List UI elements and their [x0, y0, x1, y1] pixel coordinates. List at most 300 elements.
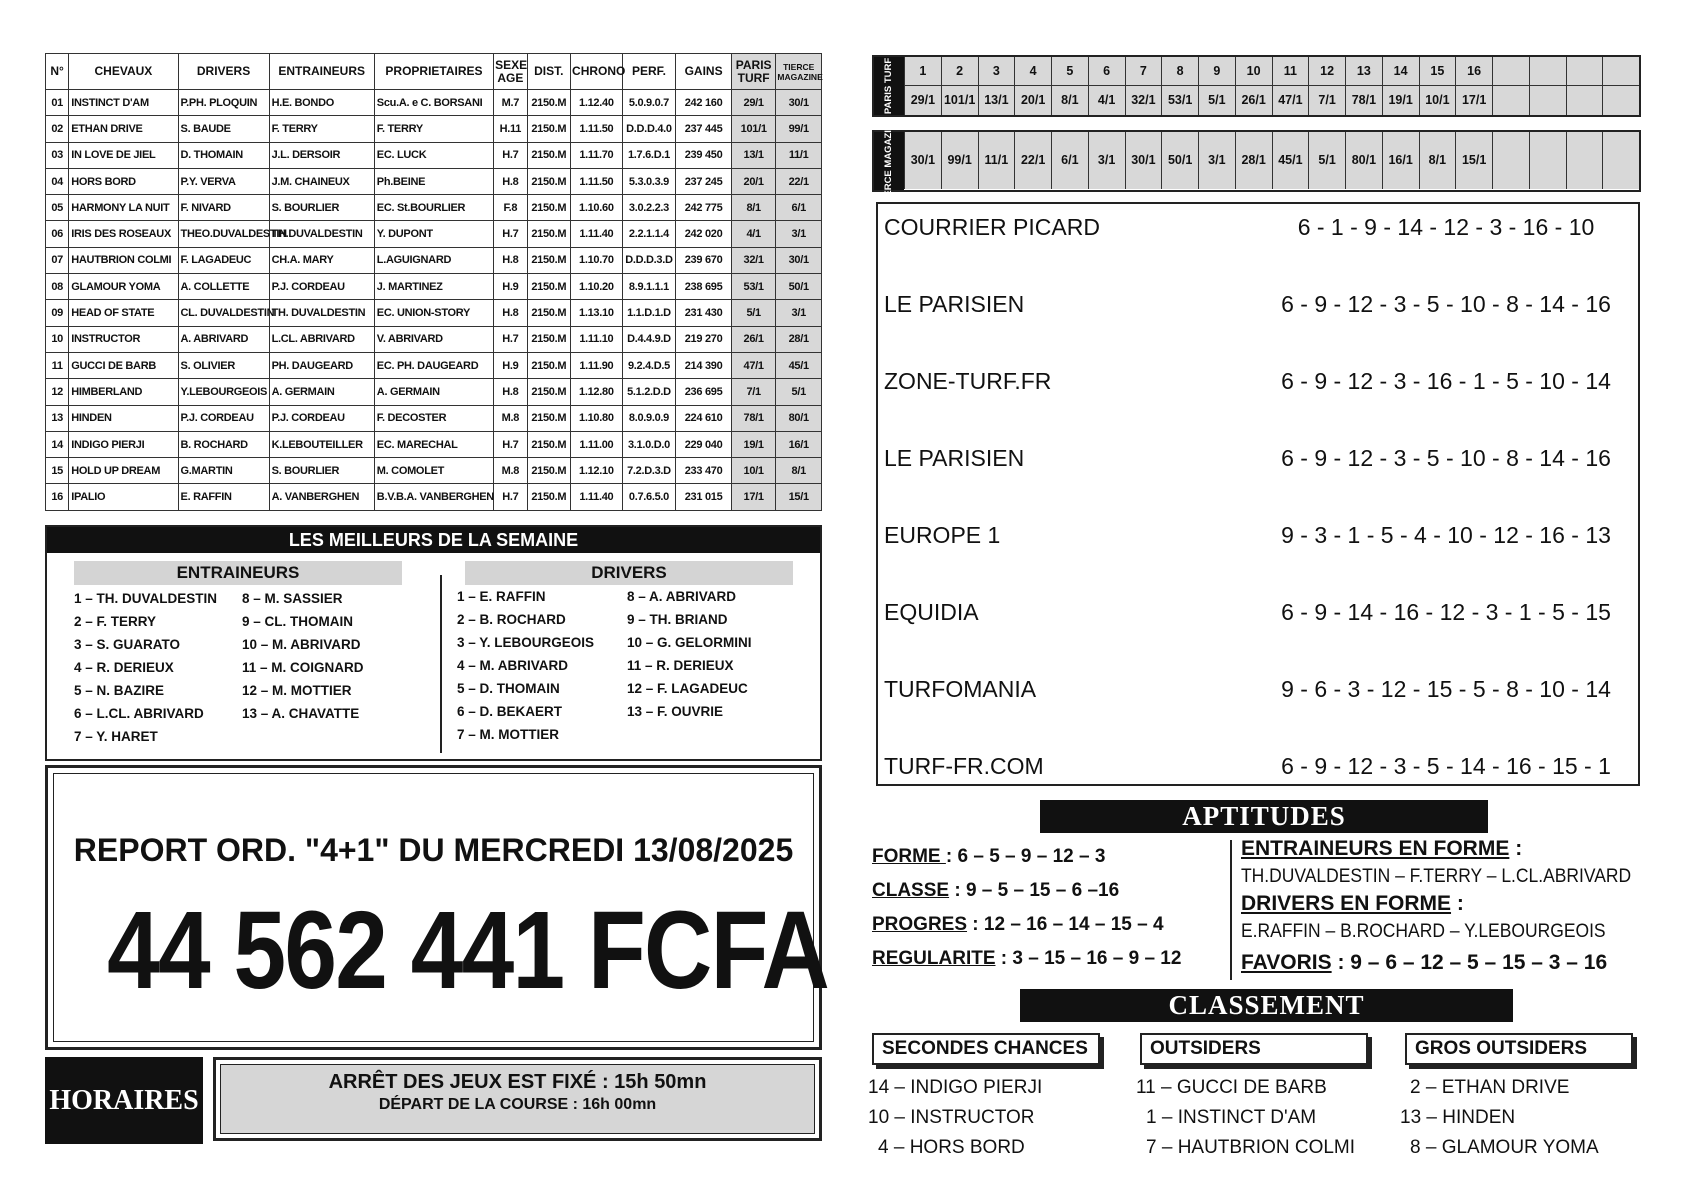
- table-cell: 3/1: [776, 221, 822, 247]
- table-cell: 04: [46, 168, 69, 194]
- favorites-line: FAVORIS : 9 – 6 – 12 – 5 – 15 – 3 – 16: [1241, 951, 1608, 974]
- table-cell: 214 390: [676, 352, 732, 378]
- table-cell: 16/1: [776, 431, 822, 457]
- table-cell: F. LAGADEUC: [178, 247, 269, 273]
- press-selection: 6 - 1 - 9 - 14 - 12 - 3 - 16 - 10: [1297, 214, 1595, 240]
- table-cell: 242 020: [676, 221, 732, 247]
- paris-turf-odds-grid: [872, 55, 1641, 117]
- odds-cell: 9: [1198, 57, 1235, 86]
- big-outsiders-heading: GROS OUTSIDERS: [1405, 1033, 1633, 1065]
- odds-cell: 26/1: [1235, 86, 1272, 115]
- trainers-form-value: TH.DUVALDESTIN – F.TERRY – L.CL.ABRIVARD: [1241, 866, 1632, 887]
- table-cell: 219 270: [676, 326, 732, 352]
- table-row: [46, 142, 822, 168]
- table-cell: A. ABRIVARD: [178, 326, 269, 352]
- odds-cell: 15/1: [1455, 132, 1492, 189]
- table-cell: 08: [46, 274, 69, 300]
- drivers-list-col2: [627, 585, 752, 723]
- odds-cell: [1529, 132, 1566, 189]
- table-cell: 2150.M: [527, 116, 571, 142]
- table-cell: H.8: [494, 379, 527, 405]
- table-cell: 19/1: [731, 431, 776, 457]
- outsiders-list: [1136, 1073, 1396, 1163]
- odds-cell: [1602, 132, 1639, 189]
- table-row: [46, 352, 822, 378]
- list-item: 12 – F. LAGADEUC: [627, 681, 748, 696]
- odds-cell: 11/1: [978, 132, 1015, 189]
- table-cell: 80/1: [776, 405, 822, 431]
- list-item: 2 – ETHAN DRIVE: [1410, 1077, 1570, 1098]
- table-cell: CH.A. MARY: [269, 247, 374, 273]
- table-cell: 2150.M: [527, 274, 571, 300]
- table-cell: H.8: [494, 247, 527, 273]
- press-source: COURRIER PICARD: [884, 214, 1100, 240]
- table-row: [46, 247, 822, 273]
- odds-cell: 30/1: [1125, 132, 1162, 189]
- progres-line: PROGRES : 12 – 16 – 14 – 15 – 4: [872, 914, 1164, 935]
- table-cell: 1.12.40: [571, 90, 623, 116]
- table-cell: 28/1: [776, 326, 822, 352]
- odds-cell: 12: [1308, 57, 1345, 86]
- table-cell: 12: [46, 379, 69, 405]
- table-cell: 45/1: [776, 352, 822, 378]
- list-item: 7 – HAUTBRION COLMI: [1146, 1137, 1356, 1158]
- big-outsiders-list: [1400, 1073, 1660, 1163]
- jackpot-report-box: [45, 765, 829, 1050]
- table-cell: 47/1: [731, 352, 776, 378]
- table-cell: 5.1.2.D.D: [622, 379, 676, 405]
- table-cell: 30/1: [776, 247, 822, 273]
- odds-cell: 78/1: [1345, 86, 1382, 115]
- table-cell: 10: [46, 326, 69, 352]
- table-cell: 1.1.D.1.D: [622, 300, 676, 326]
- paris-turf-grid: [904, 57, 1639, 115]
- table-cell: 2150.M: [527, 405, 571, 431]
- table-cell: 9.2.4.D.5: [622, 352, 676, 378]
- table-cell: S. BOURLIER: [269, 195, 374, 221]
- table-cell: M.8: [494, 405, 527, 431]
- paris-turf-side-label: PARIS TURF: [874, 57, 904, 115]
- table-cell: HINDEN: [69, 405, 178, 431]
- table-cell: EC. St.BOURLIER: [374, 195, 493, 221]
- table-cell: 229 040: [676, 431, 732, 457]
- list-item: 7 – Y. HARET: [74, 729, 158, 744]
- table-cell: TH. DUVALDESTIN: [269, 300, 374, 326]
- list-item: 1 – INSTINCT D'AM: [1146, 1107, 1317, 1128]
- table-cell: 1.10.70: [571, 247, 623, 273]
- odds-cell: 15: [1419, 57, 1456, 86]
- odds-cell: [1566, 132, 1603, 189]
- drivers-list-col1: [457, 585, 594, 746]
- table-cell: S. OLIVIER: [178, 352, 269, 378]
- press-source: EQUIDIA: [884, 599, 979, 625]
- table-cell: 2150.M: [527, 195, 571, 221]
- odds-cell: 20/1: [1014, 86, 1051, 115]
- table-cell: 29/1: [731, 90, 776, 116]
- column-header: PARIS TURF: [731, 54, 776, 90]
- table-cell: 1.11.90: [571, 352, 623, 378]
- table-cell: P.PH. PLOQUIN: [178, 90, 269, 116]
- table-cell: CL. DUVALDESTIN: [178, 300, 269, 326]
- table-cell: 8.0.9.0.9: [622, 405, 676, 431]
- list-item: 4 – R. DERIEUX: [74, 660, 174, 675]
- table-cell: EC. LUCK: [374, 142, 493, 168]
- table-cell: 237 445: [676, 116, 732, 142]
- report-title: REPORT ORD. "4+1" DU MERCREDI 13/08/2025: [73, 832, 794, 868]
- table-cell: EC. PH. DAUGEARD: [374, 352, 493, 378]
- odds-cell: 8/1: [1051, 86, 1088, 115]
- odds-cell: [1602, 86, 1639, 115]
- outsiders-heading: OUTSIDERS: [1140, 1033, 1368, 1065]
- runners-table: [45, 53, 822, 511]
- table-cell: F. TERRY: [374, 116, 493, 142]
- table-cell: B. ROCHARD: [178, 431, 269, 457]
- table-cell: 2150.M: [527, 326, 571, 352]
- table-cell: H.9: [494, 274, 527, 300]
- aptitudes-divider: [1230, 840, 1232, 980]
- second-chances-heading: SECONDES CHANCES: [872, 1033, 1100, 1065]
- table-cell: 2150.M: [527, 142, 571, 168]
- table-cell: 1.12.10: [571, 458, 623, 484]
- odds-cell: 17/1: [1455, 86, 1492, 115]
- table-cell: K.LEBOUTEILLER: [269, 431, 374, 457]
- table-cell: H.7: [494, 431, 527, 457]
- table-row: [46, 195, 822, 221]
- table-cell: A. VANBERGHEN: [269, 484, 374, 510]
- odds-cell: 10/1: [1419, 86, 1456, 115]
- table-cell: 239 670: [676, 247, 732, 273]
- table-cell: H.11: [494, 116, 527, 142]
- column-header: PROPRIETAIRES: [374, 54, 493, 90]
- table-cell: 8/1: [731, 195, 776, 221]
- list-item: 10 – M. ABRIVARD: [242, 637, 361, 652]
- table-cell: 15: [46, 458, 69, 484]
- table-cell: 1.11.70: [571, 142, 623, 168]
- press-selection: 6 - 9 - 14 - 16 - 12 - 3 - 1 - 5 - 15: [1281, 599, 1611, 625]
- press-row: [884, 207, 1628, 247]
- odds-cell: 5/1: [1198, 86, 1235, 115]
- table-cell: D.D.D.3.D: [622, 247, 676, 273]
- table-cell: IPALIO: [69, 484, 178, 510]
- table-cell: P.J. CORDEAU: [269, 405, 374, 431]
- list-item: 4 – M. ABRIVARD: [457, 658, 569, 673]
- list-item: 10 – G. GELORMINI: [627, 635, 752, 650]
- table-cell: D.4.4.9.D: [622, 326, 676, 352]
- table-cell: H.8: [494, 300, 527, 326]
- table-cell: F. TERRY: [269, 116, 374, 142]
- odds-cell: 1: [904, 57, 941, 86]
- column-header: PERF.: [622, 54, 676, 90]
- list-item: 8 – A. ABRIVARD: [627, 589, 737, 604]
- table-cell: 0.7.6.5.0: [622, 484, 676, 510]
- odds-cell: 10: [1235, 57, 1272, 86]
- table-cell: 4/1: [731, 221, 776, 247]
- trainers-subtitle: ENTRAINEURS: [74, 561, 402, 585]
- table-cell: 5/1: [731, 300, 776, 326]
- drivers-form-heading: DRIVERS EN FORME :: [1241, 892, 1464, 915]
- table-cell: 2150.M: [527, 484, 571, 510]
- forme-line: FORME : 6 – 5 – 9 – 12 – 3: [872, 846, 1106, 867]
- odds-cell: [1492, 132, 1529, 189]
- odds-cell: 45/1: [1272, 132, 1309, 189]
- odds-cell: 3: [978, 57, 1015, 86]
- table-cell: 2150.M: [527, 168, 571, 194]
- table-cell: 2.2.1.1.4: [622, 221, 676, 247]
- list-item: 7 – M. MOTTIER: [457, 727, 560, 742]
- table-cell: 20/1: [731, 168, 776, 194]
- odds-cell: [1492, 57, 1529, 86]
- table-cell: 2150.M: [527, 247, 571, 273]
- report-amount: 44 562 441 FCFA: [107, 889, 829, 1012]
- table-cell: A. COLLETTE: [178, 274, 269, 300]
- table-cell: 2150.M: [527, 90, 571, 116]
- table-cell: H.7: [494, 142, 527, 168]
- table-cell: 03: [46, 142, 69, 168]
- table-cell: 2150.M: [527, 352, 571, 378]
- odds-cell: 99/1: [941, 132, 978, 189]
- odds-cell: [1529, 57, 1566, 86]
- table-row: [46, 300, 822, 326]
- table-cell: H.9: [494, 352, 527, 378]
- table-cell: 7/1: [731, 379, 776, 405]
- table-cell: ETHAN DRIVE: [69, 116, 178, 142]
- odds-cell: [1566, 86, 1603, 115]
- best-of-week-title: LES MEILLEURS DE LA SEMAINE: [47, 527, 820, 553]
- table-cell: 02: [46, 116, 69, 142]
- ranking-title: CLASSEMENT: [1020, 989, 1513, 1022]
- drivers-subtitle: DRIVERS: [465, 561, 793, 585]
- table-cell: P.J. CORDEAU: [269, 274, 374, 300]
- table-cell: EC. MARECHAL: [374, 431, 493, 457]
- table-cell: 05: [46, 195, 69, 221]
- table-cell: 99/1: [776, 116, 822, 142]
- odds-cell: 3/1: [1198, 132, 1235, 189]
- trainers-form-heading: ENTRAINEURS EN FORME :: [1241, 837, 1523, 860]
- race-start-time: DÉPART DE LA COURSE : 16h 00mn: [378, 1096, 657, 1113]
- table-cell: P.Y. VERVA: [178, 168, 269, 194]
- press-row: [884, 438, 1628, 478]
- list-item: 13 – F. OUVRIE: [627, 704, 724, 719]
- table-cell: 06: [46, 221, 69, 247]
- table-cell: D.D.D.4.0: [622, 116, 676, 142]
- table-cell: 2150.M: [527, 458, 571, 484]
- table-cell: 50/1: [776, 274, 822, 300]
- second-chances-list: [868, 1073, 1128, 1163]
- table-cell: 2150.M: [527, 221, 571, 247]
- table-cell: 15/1: [776, 484, 822, 510]
- table-cell: L.AGUIGNARD: [374, 247, 493, 273]
- press-row: [884, 592, 1628, 632]
- table-cell: 242 775: [676, 195, 732, 221]
- press-source: LE PARISIEN: [884, 445, 1025, 471]
- press-row: [884, 361, 1628, 401]
- press-row: [884, 284, 1628, 324]
- table-cell: 1.11.40: [571, 484, 623, 510]
- table-cell: 07: [46, 247, 69, 273]
- table-cell: J. MARTINEZ: [374, 274, 493, 300]
- table-cell: THEO.DUVALDESTIN: [178, 221, 269, 247]
- table-cell: 10/1: [731, 458, 776, 484]
- list-item: 3 – Y. LEBOURGEOIS: [457, 635, 595, 650]
- table-cell: 236 695: [676, 379, 732, 405]
- press-selection: 9 - 6 - 3 - 12 - 15 - 5 - 8 - 10 - 14: [1281, 676, 1611, 702]
- odds-cell: 80/1: [1345, 132, 1382, 189]
- table-cell: GLAMOUR YOMA: [69, 274, 178, 300]
- table-cell: 17/1: [731, 484, 776, 510]
- table-cell: IN LOVE DE JIEL: [69, 142, 178, 168]
- table-row: [46, 90, 822, 116]
- table-cell: 239 450: [676, 142, 732, 168]
- drivers-form-value: E.RAFFIN – B.ROCHARD – Y.LEBOURGEOIS: [1241, 921, 1606, 942]
- odds-cell: 3/1: [1088, 132, 1125, 189]
- table-cell: EC. UNION-STORY: [374, 300, 493, 326]
- table-cell: INSTRUCTOR: [69, 326, 178, 352]
- table-cell: M. COMOLET: [374, 458, 493, 484]
- table-cell: 53/1: [731, 274, 776, 300]
- odds-cell: 50/1: [1161, 132, 1198, 189]
- table-cell: 231 015: [676, 484, 732, 510]
- table-cell: 6/1: [776, 195, 822, 221]
- table-cell: 101/1: [731, 116, 776, 142]
- odds-cell: [1492, 86, 1529, 115]
- table-cell: 1.11.40: [571, 221, 623, 247]
- table-body: [46, 90, 822, 511]
- table-cell: 3.1.0.D.0: [622, 431, 676, 457]
- table-cell: P.J. CORDEAU: [178, 405, 269, 431]
- list-item: 8 – GLAMOUR YOMA: [1410, 1137, 1599, 1158]
- schedule-label: HORAIRES: [45, 1057, 203, 1144]
- list-item: 14 – INDIGO PIERJI: [868, 1077, 1043, 1098]
- table-cell: E. RAFFIN: [178, 484, 269, 510]
- odds-cell: [1566, 57, 1603, 86]
- list-item: 1 – TH. DUVALDESTIN: [74, 591, 218, 606]
- list-item: 12 – M. MOTTIER: [242, 683, 352, 698]
- press-row: [884, 669, 1628, 709]
- table-header-row: [46, 54, 822, 90]
- column-header: N°: [46, 54, 69, 90]
- table-cell: G.MARTIN: [178, 458, 269, 484]
- table-row: [46, 221, 822, 247]
- table-cell: B.V.B.A. VANBERGHEN: [374, 484, 493, 510]
- press-row: [884, 746, 1628, 786]
- table-cell: GUCCI DE BARB: [69, 352, 178, 378]
- table-cell: TH.DUVALDESTIN: [269, 221, 374, 247]
- list-item: 13 – A. CHAVATTE: [242, 706, 360, 721]
- list-item: 11 – GUCCI DE BARB: [1136, 1077, 1327, 1098]
- list-item: 9 – TH. BRIAND: [627, 612, 728, 627]
- table-cell: M.7: [494, 90, 527, 116]
- odds-cell: 6: [1088, 57, 1125, 86]
- list-item: 11 – R. DERIEUX: [627, 658, 734, 673]
- odds-cell: 14: [1382, 57, 1419, 86]
- table-cell: 09: [46, 300, 69, 326]
- list-item: 11 – M. COIGNARD: [242, 660, 364, 675]
- column-header: CHEVAUX: [69, 54, 178, 90]
- table-cell: A. GERMAIN: [374, 379, 493, 405]
- table-cell: V. ABRIVARD: [374, 326, 493, 352]
- table-cell: 13/1: [731, 142, 776, 168]
- odds-cell: 8: [1161, 57, 1198, 86]
- table-cell: J.M. CHAINEUX: [269, 168, 374, 194]
- tierce-magazine-grid: [904, 132, 1639, 190]
- table-cell: S. BOURLIER: [269, 458, 374, 484]
- betting-close-time: ARRÊT DES JEUX EST FIXÉ : 15h 50mn: [328, 1071, 707, 1093]
- trainers-list-col1: [74, 587, 217, 748]
- press-source: TURFOMANIA: [884, 676, 1037, 702]
- table-cell: 1.11.50: [571, 168, 623, 194]
- table-cell: 3/1: [776, 300, 822, 326]
- column-header: DRIVERS: [178, 54, 269, 90]
- table-cell: H.8: [494, 168, 527, 194]
- press-row: [884, 515, 1628, 555]
- list-item: 10 – INSTRUCTOR: [868, 1107, 1035, 1128]
- table-row: [46, 326, 822, 352]
- table-cell: 14: [46, 431, 69, 457]
- press-source: TURF-FR.COM: [884, 753, 1044, 779]
- table-cell: HEAD OF STATE: [69, 300, 178, 326]
- table-cell: 1.13.10: [571, 300, 623, 326]
- table-cell: 22/1: [776, 168, 822, 194]
- table-cell: 2150.M: [527, 379, 571, 405]
- table-cell: 7.2.D.3.D: [622, 458, 676, 484]
- odds-cell: 16: [1455, 57, 1492, 86]
- table-cell: INSTINCT D'AM: [69, 90, 178, 116]
- table-cell: H.7: [494, 326, 527, 352]
- table-cell: F. DECOSTER: [374, 405, 493, 431]
- table-cell: 224 610: [676, 405, 732, 431]
- table-cell: H.7: [494, 221, 527, 247]
- trainers-list-col2: [242, 587, 364, 725]
- table-row: [46, 274, 822, 300]
- table-cell: D. THOMAIN: [178, 142, 269, 168]
- column-divider: [440, 575, 442, 753]
- odds-cell: 6/1: [1051, 132, 1088, 189]
- table-cell: 242 160: [676, 90, 732, 116]
- list-item: 8 – M. SASSIER: [242, 591, 343, 606]
- odds-cell: 47/1: [1272, 86, 1309, 115]
- table-cell: HIMBERLAND: [69, 379, 178, 405]
- table-cell: IRIS DES ROSEAUX: [69, 221, 178, 247]
- table-cell: 78/1: [731, 405, 776, 431]
- press-picks-box: [876, 202, 1640, 786]
- table-cell: H.E. BONDO: [269, 90, 374, 116]
- table-cell: 3.0.2.2.3: [622, 195, 676, 221]
- odds-cell: 7: [1125, 57, 1162, 86]
- table-cell: 16: [46, 484, 69, 510]
- table-cell: 5.3.0.3.9: [622, 168, 676, 194]
- odds-cell: [1602, 57, 1639, 86]
- press-source: EUROPE 1: [884, 522, 1001, 548]
- table-cell: 1.10.60: [571, 195, 623, 221]
- table-cell: INDIGO PIERJI: [69, 431, 178, 457]
- table-cell: 01: [46, 90, 69, 116]
- table-cell: 1.12.80: [571, 379, 623, 405]
- table-cell: 238 695: [676, 274, 732, 300]
- column-header: CHRONO: [571, 54, 623, 90]
- table-cell: HORS BORD: [69, 168, 178, 194]
- list-item: 9 – CL. THOMAIN: [242, 614, 354, 629]
- table-cell: 8.9.1.1.1: [622, 274, 676, 300]
- table-cell: F. NIVARD: [178, 195, 269, 221]
- table-cell: 231 430: [676, 300, 732, 326]
- table-cell: 1.10.80: [571, 405, 623, 431]
- table-cell: 1.7.6.D.1: [622, 142, 676, 168]
- odds-cell: 16/1: [1382, 132, 1419, 189]
- odds-cell: 4: [1014, 57, 1051, 86]
- tierce-magazine-odds-grid: [872, 116, 1641, 206]
- table-cell: M.8: [494, 458, 527, 484]
- table-cell: HAUTBRION COLMI: [69, 247, 178, 273]
